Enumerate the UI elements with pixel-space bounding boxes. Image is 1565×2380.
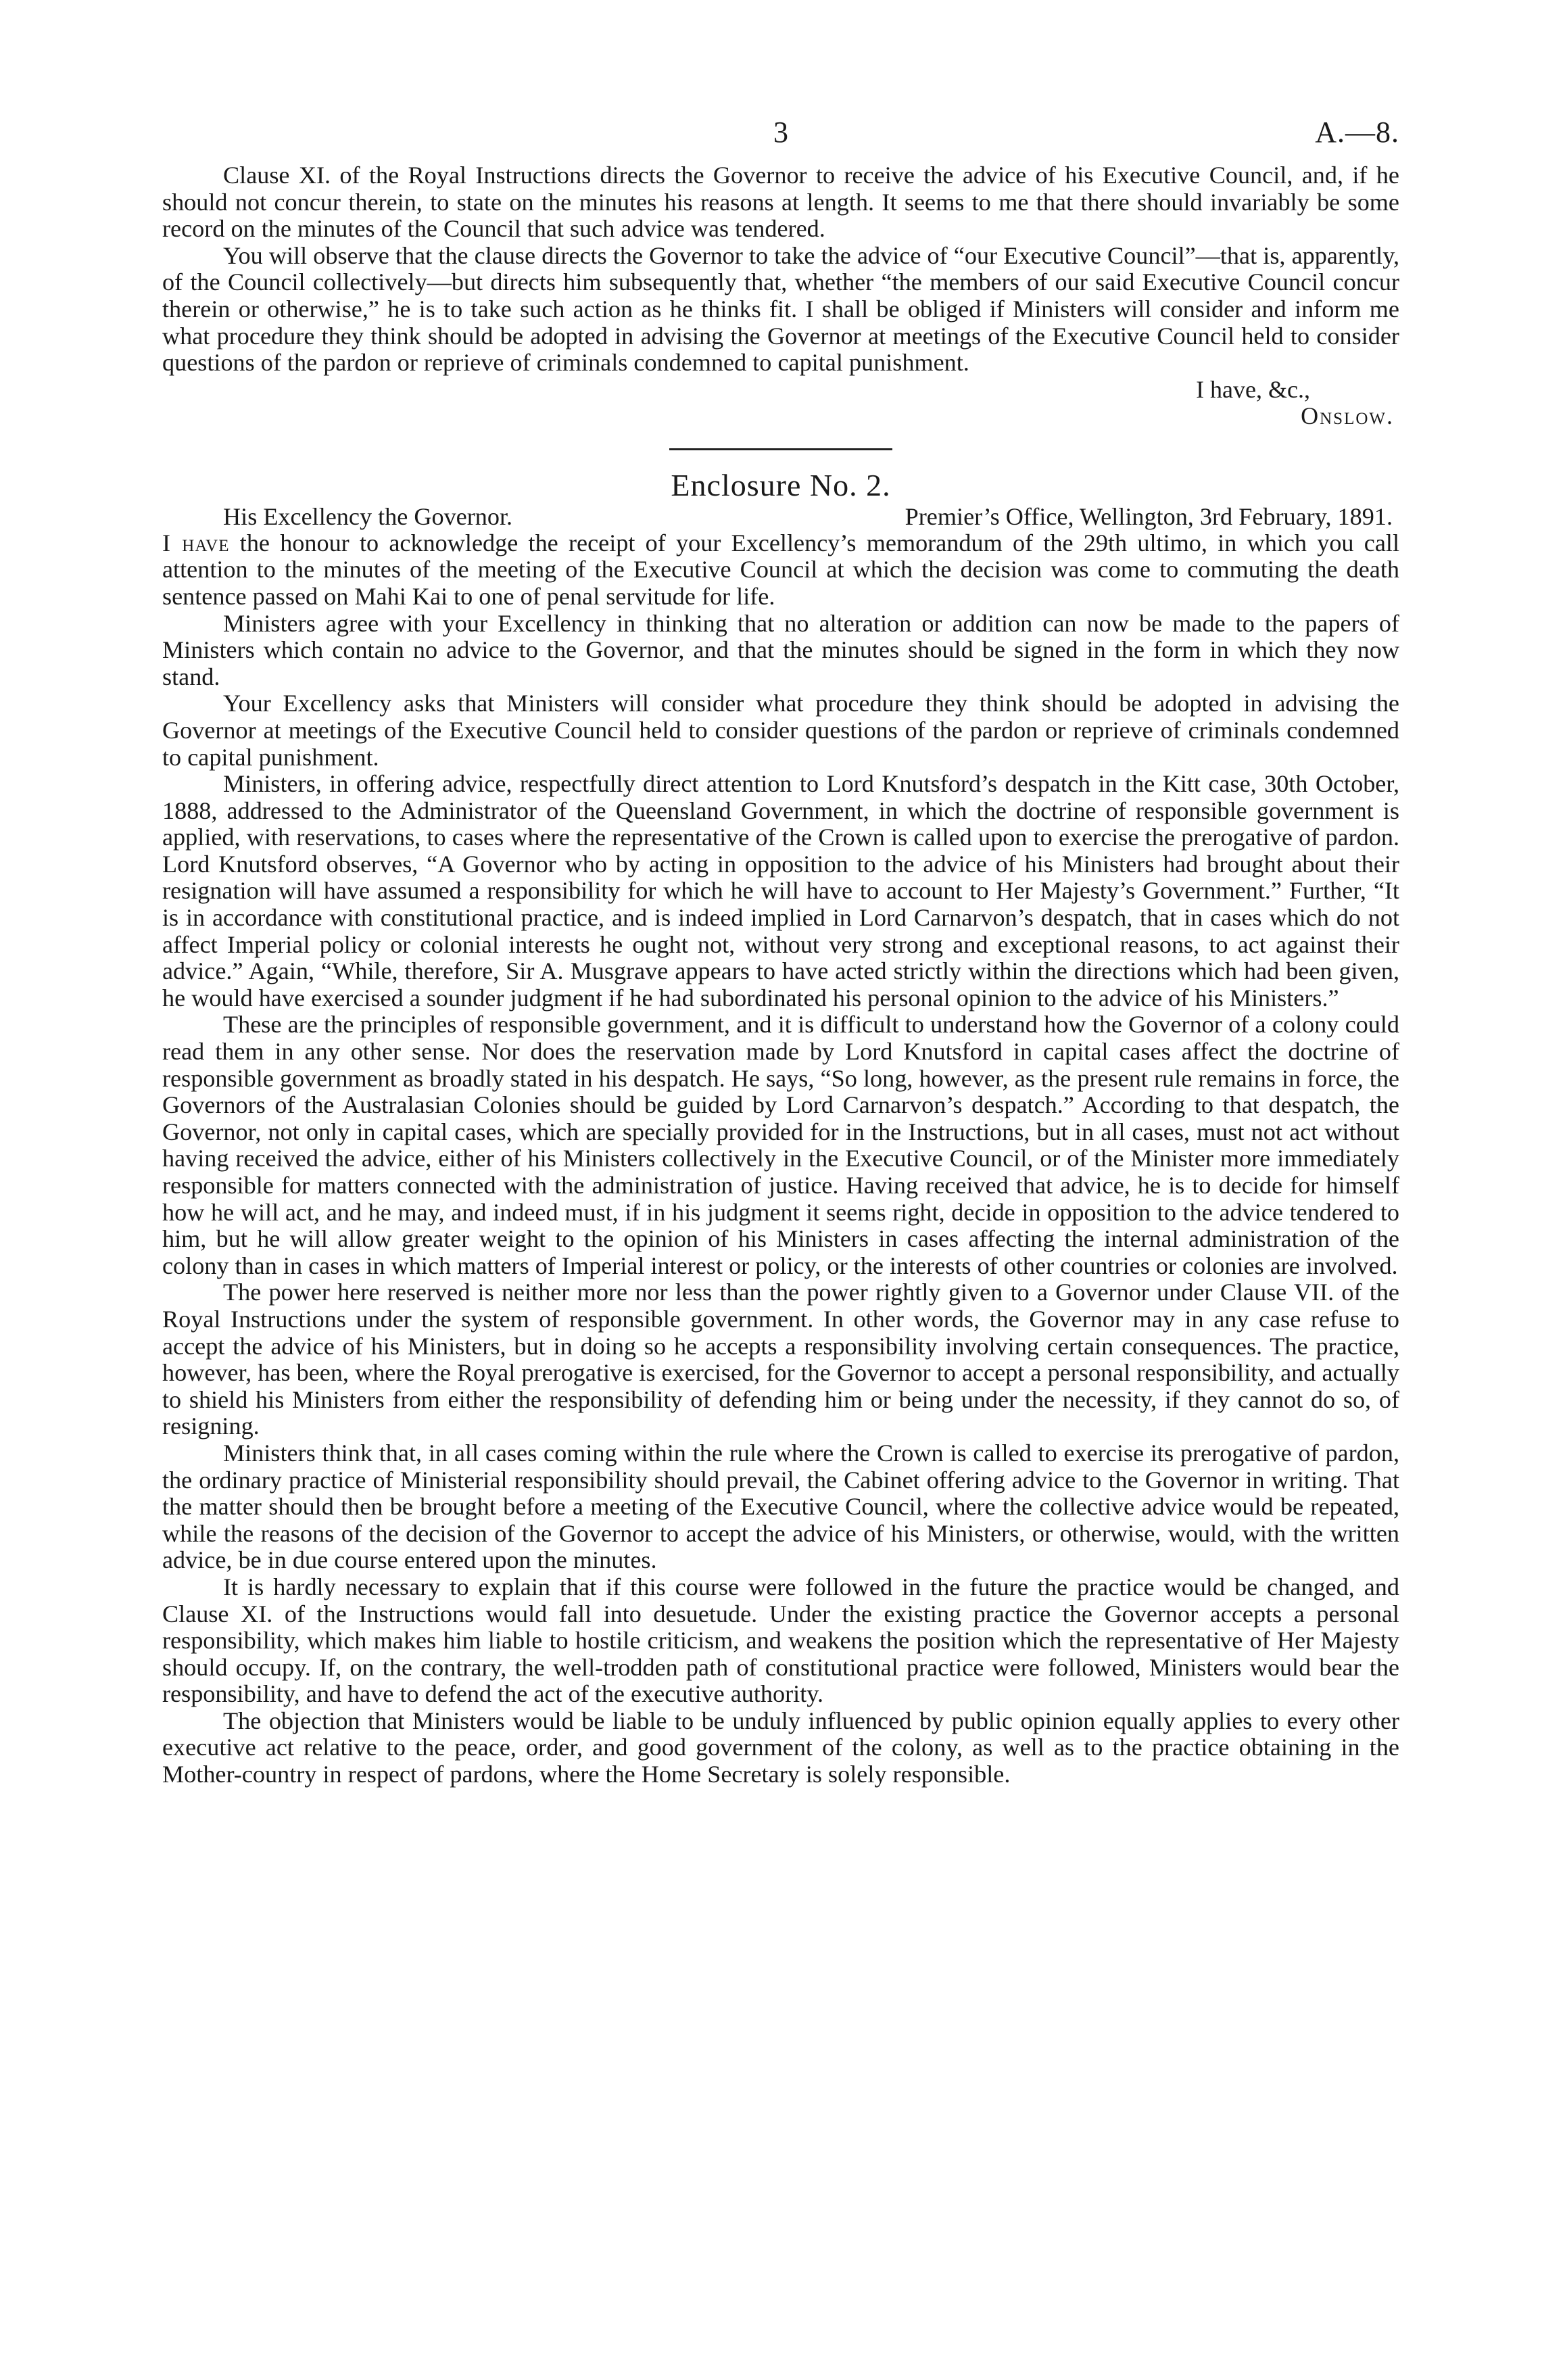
enclosure-paragraph: Ministers agree with your Excellency in thinking that no alteration or addition can now be made to the papers of Ministers which contain no advice to the Governor, and that the minutes should be signed in the form in which they now stand.: [162, 609, 1399, 690]
opening-text: the honour to acknowledge the receipt of your Excellency’s memorandum of the 29th ultimo, in which you call attention to the minutes of the meeting of the Executive Council at which the decision was come to commuting the death sentence passed on Mahi Kai to one of penal servitude for life.: [162, 529, 1400, 610]
address-line: [162, 503, 1399, 530]
page-header: [162, 101, 1399, 162]
enclosure-body: [162, 530, 1399, 1788]
signature: Onslow.: [1301, 402, 1394, 429]
document-page: [162, 101, 1399, 1788]
enclosure-paragraph: Ministers think that, in all cases coming within the rule where the Crown is called to exercise its prerogative of pardon, the ordinary practice of Ministerial responsibility should prevail, the Cabinet offering advice to the Governor in writing. That the matter should then be brought before a meeting of the Executive Council, where the collective advice would be repeated, while the reasons of the decision of the Governor to accept the advice of his Ministers, or otherwise, would, with the written advice, be in due course entered upon the minutes.: [162, 1439, 1399, 1574]
document-reference: A.—8.: [1315, 116, 1399, 149]
closing-phrase: I have, &c.,: [1196, 375, 1310, 403]
enclosure-title: Enclosure No. 2.: [671, 467, 891, 502]
enclosure-paragraph: Ministers, in offering advice, respectfully direct attention to Lord Knutsford’s despatch in the Kitt case, 30th October, 1888, addressed to the Administrator of the Queensland Government, in which the doctrine of responsible government is applied, with reservations, to cases where the representative of the Crown is called upon to exercise the prerogative of pardon. Lord Knutsford observes, “A Governor who by acting in opposition to the advice of his Ministers had brought about their resignation will have assumed a responsibility for which he will have to account to Her Majesty’s Government.” Further, “It is in accordance with constitutional practice, and is indeed implied in Lord Carnarvon’s despatch, that in cases which do not affect Imperial policy or colonial interests he ought not, without very strong and exceptional reasons, to act against their advice.” Again, “While, therefore, Sir A. Musgrave appears to have acted strictly within the directions which had been given, he would have exercised a sounder judgment if he had subordinated his personal opinion to the advice of his Ministers.”: [162, 770, 1399, 1012]
letter-paragraph: You will observe that the clause directs the Governor to take the advice of “our Executive Council”—that is, apparently, of the Council collectively—but directs him subsequently that, whether “the members of our said Executive Council concur therein or otherwise,” he is to take such action as he thinks fit. I shall be obliged if Ministers will consider and inform me what procedure they think should be adopted in advising the Governor at meetings of the Executive Council held to consider questions of the pardon or reprieve of criminals condemned to capital punishment.: [162, 241, 1399, 377]
letter-signoff: [162, 377, 1399, 429]
addressee: His Excellency the Governor.: [223, 502, 513, 530]
enclosure-paragraph: Your Excellency asks that Ministers will consider what procedure they think should be adopted in advising the Governor at meetings of the Executive Council held to consider questions of the pardon or reprieve of criminals condemned to capital punishment.: [162, 690, 1399, 771]
enclosure-paragraph: It is hardly necessary to explain that if this course were followed in the future the practice would be changed, and Clause XI. of the Instructions would fall into desuetude. Under the existing practice the Governor accepts a personal responsibility, which makes him liable to hostile criticism, and weakens the position which the representative of Her Majesty should occupy. If, on the contrary, the well-trodden path of constitutional practice were followed, Ministers would bear the responsibility, and have to defend the act of the executive authority.: [162, 1573, 1399, 1708]
opening-small-caps: I have: [162, 529, 230, 556]
section-divider: [669, 448, 892, 450]
enclosure-paragraph: The objection that Ministers would be liable to be unduly influenced by public opinion equally applies to every other executive act relative to the peace, order, and good government of the colony, as well as to the practice obtaining in the Mother-country in respect of pardons, where the Home Secretary is solely responsible.: [162, 1707, 1399, 1788]
letter-paragraph: Clause XI. of the Royal Instructions directs the Governor to receive the advice of his Executive Council, and, if he should not concur therein, to state on the minutes his reasons at length. It seems to me that there should invariably be some record on the minutes of the Council that such advice was tendered.: [162, 162, 1399, 243]
enclosure-paragraph: The power here reserved is neither more nor less than the power rightly given to a Governor under Clause VII. of the Royal Instructions under the system of responsible government. In other words, the Governor may in any case refuse to accept the advice of his Ministers, but in doing so he accepts a responsibility involving certain consequences. The practice, however, has been, where the Royal prerogative is exercised, for the Governor to accept a personal responsibility, and actually to shield his Ministers from either the responsibility of defending him or being under the necessity, if they cannot do so, of resigning.: [162, 1279, 1399, 1440]
enclosure-paragraph: These are the principles of responsible government, and it is difficult to understand how the Governor of a colony could read them in any other sense. Nor does the reservation made by Lord Knutsford in capital cases affect the doctrine of responsible government as broadly stated in his despatch. He says, “So long, however, as the present rule remains in force, the Governors of the Australasian Colonies should be guided by Lord Carnarvon’s despatch.” According to that despatch, the Governor, not only in capital cases, which are specially provided for in the Instructions, but in all cases, must not act without having received the advice, either of his Ministers collectively in the Executive Council, or of the Minister more immediately responsible for matters connected with the administration of justice. Having received that advice, he is to decide for himself how he will act, and he may, and indeed must, if in his judgment it seems right, decide in opposition to the advice tendered to him, but he will allow greater weight to the opinion of his Ministers in cases affecting the internal administration of the colony than in cases in which matters of Imperial interest or policy, or the interests of other countries or colonies are involved.: [162, 1011, 1399, 1279]
letter-body: [162, 162, 1399, 377]
opening-paragraph: [162, 530, 1399, 611]
origin-and-date: Premier’s Office, Wellington, 3rd February, 1891.: [905, 502, 1393, 530]
page-number: 3: [773, 116, 788, 149]
